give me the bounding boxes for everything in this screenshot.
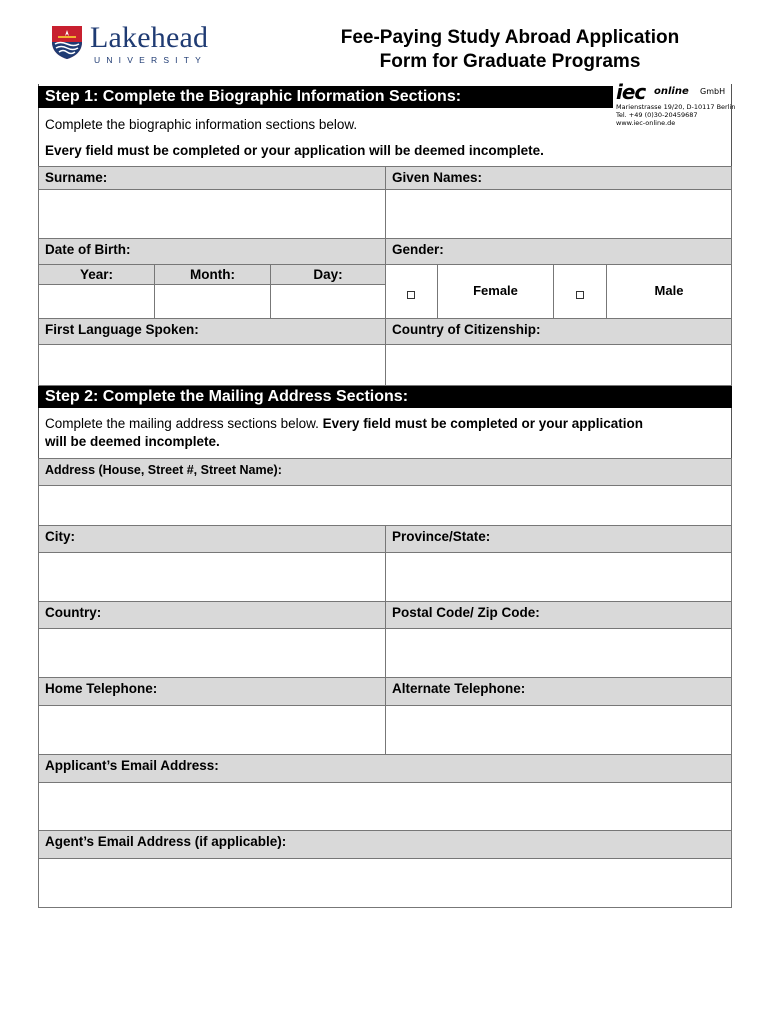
step1-intro: Complete the biographic information sections below. bbox=[45, 117, 358, 132]
given-names-field[interactable] bbox=[385, 189, 732, 239]
logo-subtitle: UNIVERSITY bbox=[94, 55, 208, 65]
given-names-label: Given Names: bbox=[385, 166, 732, 190]
gender-label: Gender: bbox=[385, 238, 732, 265]
postal-code-label: Postal Code/ Zip Code: bbox=[385, 601, 732, 629]
female-label: Female bbox=[473, 283, 518, 298]
year-field[interactable] bbox=[38, 284, 155, 319]
province-field[interactable] bbox=[385, 552, 732, 602]
month-label: Month: bbox=[154, 264, 271, 285]
male-checkbox-cell[interactable] bbox=[553, 264, 607, 319]
citizenship-label: Country of Citizenship: bbox=[385, 318, 732, 345]
shield-icon bbox=[50, 24, 84, 60]
step1-heading: Step 1: Complete the Biographic Information Sections: bbox=[38, 86, 613, 108]
agent-web: www.iec-online.de bbox=[616, 119, 676, 127]
step2-intro-plain: Complete the mailing address sections below. bbox=[45, 416, 323, 431]
city-field[interactable] bbox=[38, 552, 386, 602]
step2-intro-bold-2: will be deemed incomplete. bbox=[45, 434, 220, 449]
home-phone-field[interactable] bbox=[38, 705, 386, 755]
citizenship-field[interactable] bbox=[385, 344, 732, 386]
application-form bbox=[38, 80, 732, 908]
step2-intro-bold-1: Every field must be completed or your application bbox=[322, 416, 643, 431]
agent-address: Marienstrasse 19/20, D-10117 Berlin bbox=[616, 103, 736, 111]
title-line-2: Form for Graduate Programs bbox=[379, 51, 641, 72]
month-field[interactable] bbox=[154, 284, 271, 319]
first-language-field[interactable] bbox=[38, 344, 386, 386]
alt-phone-field[interactable] bbox=[385, 705, 732, 755]
first-language-label: First Language Spoken: bbox=[38, 318, 386, 345]
step2-heading: Step 2: Complete the Mailing Address Sections: bbox=[38, 386, 732, 408]
email-label: Applicant’s Email Address: bbox=[38, 754, 732, 783]
home-phone-label: Home Telephone: bbox=[38, 677, 386, 706]
day-field[interactable] bbox=[270, 284, 386, 319]
surname-field[interactable] bbox=[38, 189, 386, 239]
female-checkbox-cell[interactable] bbox=[385, 264, 438, 319]
address-field[interactable] bbox=[38, 485, 732, 526]
surname-label: Surname: bbox=[38, 166, 386, 190]
male-option bbox=[606, 264, 732, 319]
female-option bbox=[437, 264, 554, 319]
logo-wordmark: Lakehead bbox=[90, 21, 209, 54]
agent-email-label: Agent’s Email Address (if applicable): bbox=[38, 830, 732, 859]
email-field[interactable] bbox=[38, 782, 732, 831]
alt-phone-label: Alternate Telephone: bbox=[385, 677, 732, 706]
document-title bbox=[300, 26, 720, 74]
country-label: Country: bbox=[38, 601, 386, 629]
step1-warning: Every field must be completed or your application will be deemed incomplete. bbox=[45, 143, 544, 158]
year-label: Year: bbox=[38, 264, 155, 285]
postal-code-field[interactable] bbox=[385, 628, 732, 678]
title-line-1: Fee-Paying Study Abroad Application bbox=[340, 27, 680, 48]
address-label: Address (House, Street #, Street Name): bbox=[38, 458, 732, 486]
city-label: City: bbox=[38, 525, 386, 553]
male-label: Male bbox=[654, 283, 684, 298]
lakehead-logo bbox=[48, 22, 218, 66]
female-checkbox[interactable] bbox=[407, 291, 415, 299]
agent-email-field[interactable] bbox=[38, 858, 732, 908]
dob-label: Date of Birth: bbox=[38, 238, 386, 265]
country-field[interactable] bbox=[38, 628, 386, 678]
step2-intro bbox=[45, 415, 729, 432]
male-checkbox[interactable] bbox=[576, 291, 584, 299]
agent-gmbh: GmbH bbox=[700, 87, 726, 96]
agent-brand: iec bbox=[616, 80, 646, 104]
agent-online: online bbox=[654, 86, 689, 97]
day-label: Day: bbox=[270, 264, 386, 285]
agent-phone: Tel. +49 (0)30-20459687 bbox=[616, 111, 698, 119]
province-label: Province/State: bbox=[385, 525, 732, 553]
